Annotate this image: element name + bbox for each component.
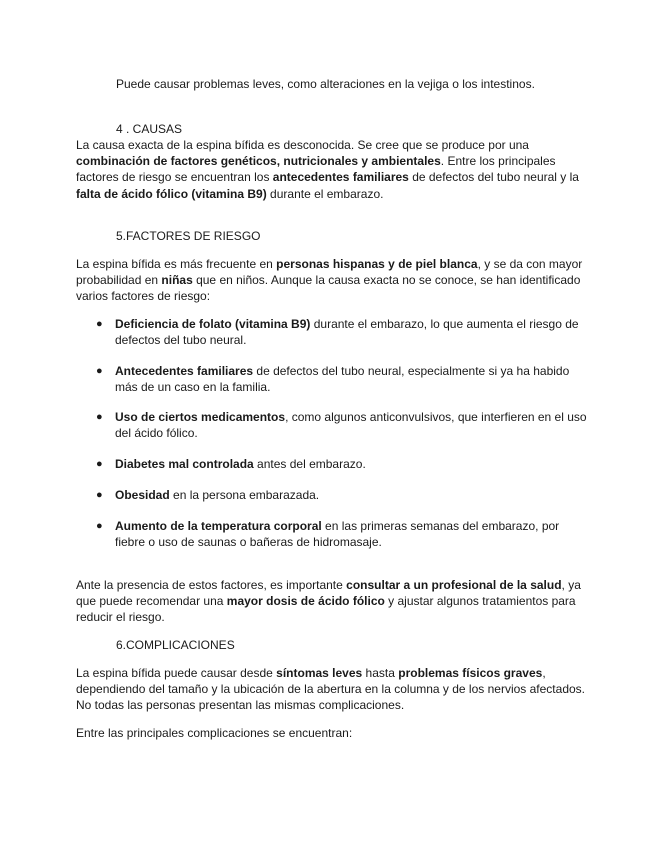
intro-line: Puede causar problemas leves, como alteraciones en la vejiga o los intestinos. [116, 77, 535, 91]
list-item: Aumento de la temperatura corporal en las primeras semanas del embarazo, por fiebre o uso de saunas o bañeras de hidromasaje. [115, 519, 560, 550]
section-4-paragraph: La causa exacta de la espina bífida es desconocida. Se cree que se produce por una combinación de factores genéticos, nutricionales y ambientales. Entre los principales factores de riesgo se encuentran los antecedentes familiares de defectos del tubo neural y la falta de ácido fólico (vitamina B9) durante el embarazo. [76, 138, 579, 201]
section-6-paragraph: La espina bífida puede causar desde síntomas leves hasta problemas físicos graves, dependiendo del tamaño y la ubicación de la abertura en la columna y de los nervios afectados. No todas las personas presentan las mismas complicaciones. [76, 666, 585, 713]
section-6-list-intro: Entre las principales complicaciones se encuentran: [76, 726, 353, 740]
bullet-icon: ● [96, 489, 103, 501]
section-6-heading: 6.COMPLICACIONES [116, 638, 235, 652]
bullet-icon: ● [96, 458, 103, 470]
section-5-conclusion: Ante la presencia de estos factores, es importante consultar a un profesional de la salud, ya que puede recomendar una mayor dosis de ácido fólico y ajustar algunos tratamientos para reducir el riesgo. [76, 578, 581, 625]
section-5-paragraph: La espina bífida es más frecuente en personas hispanas y de piel blanca, y se da con mayor probabilidad en niñas que en niños. Aunque la causa exacta no se conoce, se han identificado varios factores de riesgo: [76, 257, 583, 304]
list-item: Antecedentes familiares de defectos del tubo neural, especialmente si ya ha habido más de un caso en la familia. [115, 364, 570, 395]
bullet-icon: ● [96, 411, 103, 423]
list-item: Uso de ciertos medicamentos, como algunos anticonvulsivos, que interfieren en el uso del ácido fólico. [115, 410, 587, 441]
list-item: Deficiencia de folato (vitamina B9) durante el embarazo, lo que aumenta el riesgo de defectos del tubo neural. [115, 317, 579, 348]
list-item: Diabetes mal controlada antes del embarazo. [115, 457, 366, 471]
bullet-icon: ● [96, 365, 103, 377]
section-4-heading: 4 . CAUSAS [116, 122, 183, 136]
bullet-icon: ● [96, 318, 103, 330]
section-5-heading: 5.FACTORES DE RIESGO [116, 229, 261, 243]
bullet-icon: ● [96, 520, 103, 532]
list-item: Obesidad en la persona embarazada. [115, 488, 320, 502]
